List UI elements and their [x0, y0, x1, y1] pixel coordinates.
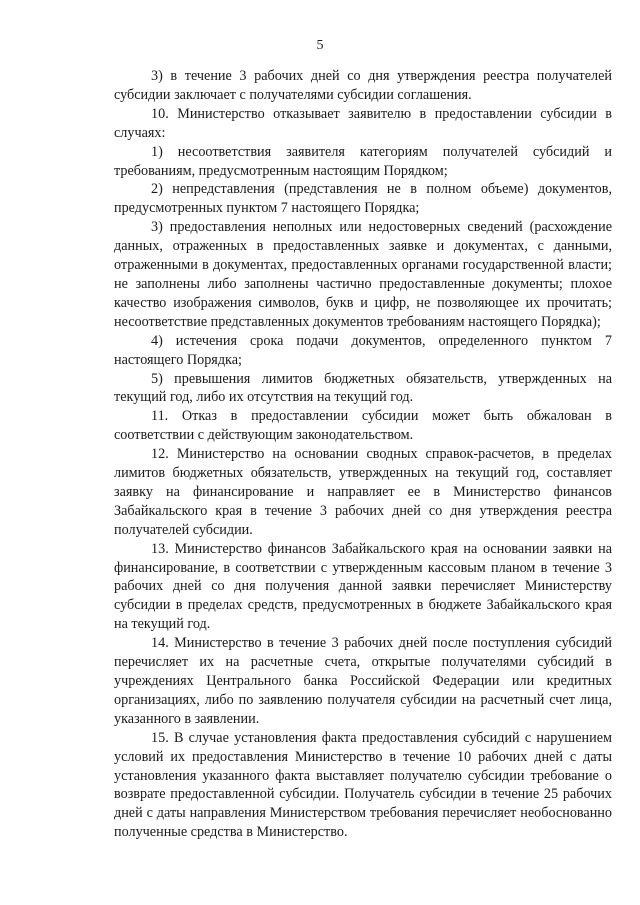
paragraph-refusal-case-2: 2) непредставления (представления не в полном объеме) документов, предусмотренных пунктом 7 настоящего Порядка; — [114, 181, 612, 217]
paragraph-14-transfer: 14. Министерство в течение 3 рабочих дней после поступления субсидий перечисляет их на расчетные счета, открытые получателями субсидий в учреждениях Центрального банка Российской Федерации или кредитных организациях, либо по заявлению получателя субсидии на расчетный счет лица, указанного в заявлении. — [114, 635, 612, 727]
page-number: 5 — [316, 38, 324, 53]
document-body — [114, 67, 612, 842]
paragraph-12-funding-request: 12. Министерство на основании сводных справок-расчетов, в пределах лимитов бюджетных обязательств, утвержденных на текущий год, составляет заявку на финансирование и направляет ее в Министерство финансов Забайкальского края в течение 3 рабочих дней со дня утверждения реестра получателей субсидии. — [114, 446, 612, 538]
paragraph-item-3-contract: 3) в течение 3 рабочих дней со дня утверждения реестра получателей субсидии заключает с получателями субсидии соглашения. — [114, 68, 612, 103]
paragraph-13-ministry-finance: 13. Министерство финансов Забайкальского края на основании заявки на финансирование, в соответствии с утвержденным кассовым планом в течение 3 рабочих дней со дня получения данной заявки перечисляет Министерству субсидии в пределах средств, предусмотренных в бюджете Забайкальского края на текущий год. — [114, 540, 612, 633]
paragraph-refusal-case-3: 3) предоставления неполных или недостоверных сведений (расхождение данных, отраженных в предоставленных заявке и документах, с данными, отраженными в документах, предоставленных органами государственной власти; не заполнены либо заполнены частично предоставленные документы; плохое качество изображения символов, букв и цифр, не позволяющее их прочитать; несоответствие представленных документов требованиям настоящего Порядка); — [114, 219, 612, 330]
paragraph-15-refund: 15. В случае установления факта предоставления субсидий с нарушением условий их предоставления Министерство в течение 10 рабочих дней с даты установления указанного факта выставляет получателю субсидии требование о возврате предоставленной субсидии. Получатель субсидии в течение 25 рабочих дней с даты направления Министерством требования перечисляет необоснованно полученные средства в Министерство. — [114, 729, 612, 841]
paragraph-11-appeal: 11. Отказ в предоставлении субсидии может быть обжалован в соответствии с действующим законодательством. — [114, 408, 612, 444]
paragraph-refusal-case-1: 1) несоответствия заявителя категориям получателей субсидий и требованиям, предусмотренным настоящим Порядком; — [114, 143, 612, 179]
paragraph-refusal-case-4: 4) истечения срока подачи документов, определенного пунктом 7 настоящего Порядка; — [114, 332, 612, 368]
paragraph-refusal-case-5: 5) превышения лимитов бюджетных обязательств, утвержденных на текущий год, либо их отсутствия на текущий год. — [114, 370, 612, 406]
paragraph-10-refusal: 10. Министерство отказывает заявителю в предоставлении субсидии в случаях: — [114, 105, 612, 141]
